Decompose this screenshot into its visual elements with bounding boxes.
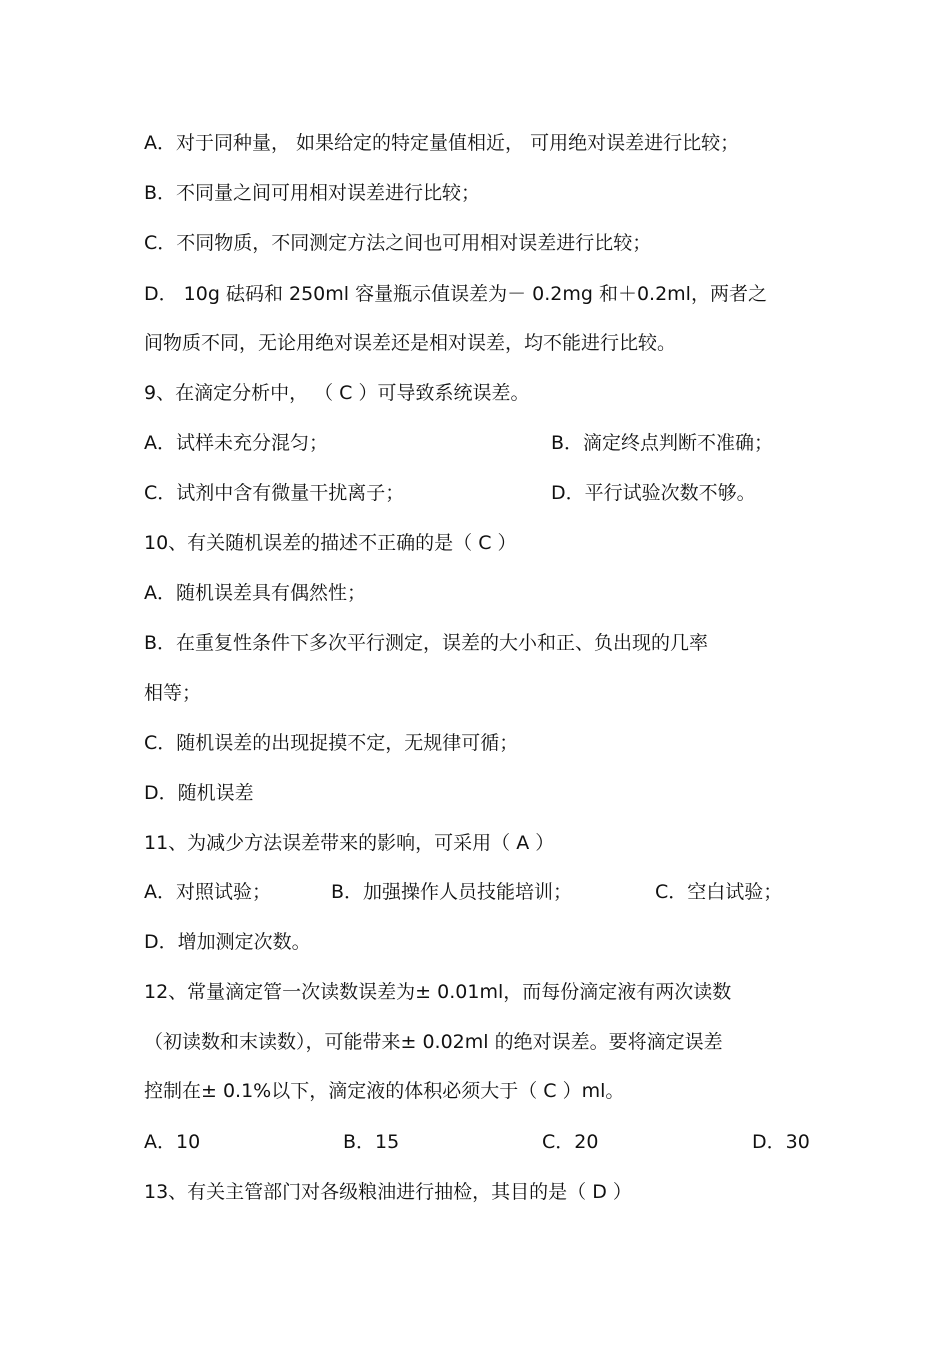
option-10b-line1: B．在重复性条件下多次平行测定，误差的大小和正、负出现的几率 — [144, 632, 709, 654]
option-8d-line2: 间物质不同，无论用绝对误差还是相对误差，均不能进行比较。 — [144, 332, 677, 354]
option-11d: D．增加测定次数。 — [144, 931, 311, 953]
option-10d: D．随机误差 — [144, 782, 254, 804]
question-12-line1: 12、常量滴定管一次读数误差为± 0.01ml，而每份滴定液有两次读数 — [144, 981, 732, 1003]
option-9a: A．试样未充分混匀； — [144, 432, 328, 454]
option-9d: D．平行试验次数不够。 — [551, 482, 756, 504]
option-8d-line1: D． 10g 砝码和 250ml 容量瓶示值误差为－ 0.2mg 和＋0.2ml，两者之 — [144, 283, 767, 305]
option-11c: C．空白试验； — [655, 881, 783, 903]
option-8a: A．对于同种量， 如果给定的特定量值相近， 可用绝对误差进行比较； — [144, 132, 740, 154]
option-8c: C．不同物质，不同测定方法之间也可用相对误差进行比较； — [144, 232, 652, 254]
option-12a: A．10 — [144, 1131, 201, 1153]
option-9c: C．试剂中含有微量干扰离子； — [144, 482, 405, 504]
question-11: 11、为减少方法误差带来的影响，可采用（ A ） — [144, 832, 555, 854]
option-9b: B．滴定终点判断不准确； — [551, 432, 774, 454]
option-10c: C．随机误差的出现捉摸不定，无规律可循； — [144, 732, 519, 754]
question-13: 13、有关主管部门对各级粮油进行抽检，其目的是（ D ） — [144, 1181, 632, 1203]
option-12c: C．20 — [542, 1131, 599, 1153]
option-11a: A．对照试验； — [144, 881, 271, 903]
question-9: 9、在滴定分析中， （ C ）可导致系统误差。 — [144, 382, 530, 404]
option-11b: B．加强操作人员技能培训； — [331, 881, 573, 903]
option-12d: D．30 — [752, 1131, 810, 1153]
option-8b: B．不同量之间可用相对误差进行比较； — [144, 182, 481, 204]
option-12b: B．15 — [343, 1131, 400, 1153]
option-10b-line2: 相等； — [144, 682, 202, 704]
question-10: 10、有关随机误差的描述不正确的是（ C ） — [144, 532, 517, 554]
question-12-line3: 控制在± 0.1%以下，滴定液的体积必须大于（ C ）ml。 — [144, 1080, 625, 1102]
question-12-line2: （初读数和末读数），可能带来± 0.02ml 的绝对误差。要将滴定误差 — [144, 1031, 723, 1053]
option-10a: A．随机误差具有偶然性； — [144, 582, 366, 604]
